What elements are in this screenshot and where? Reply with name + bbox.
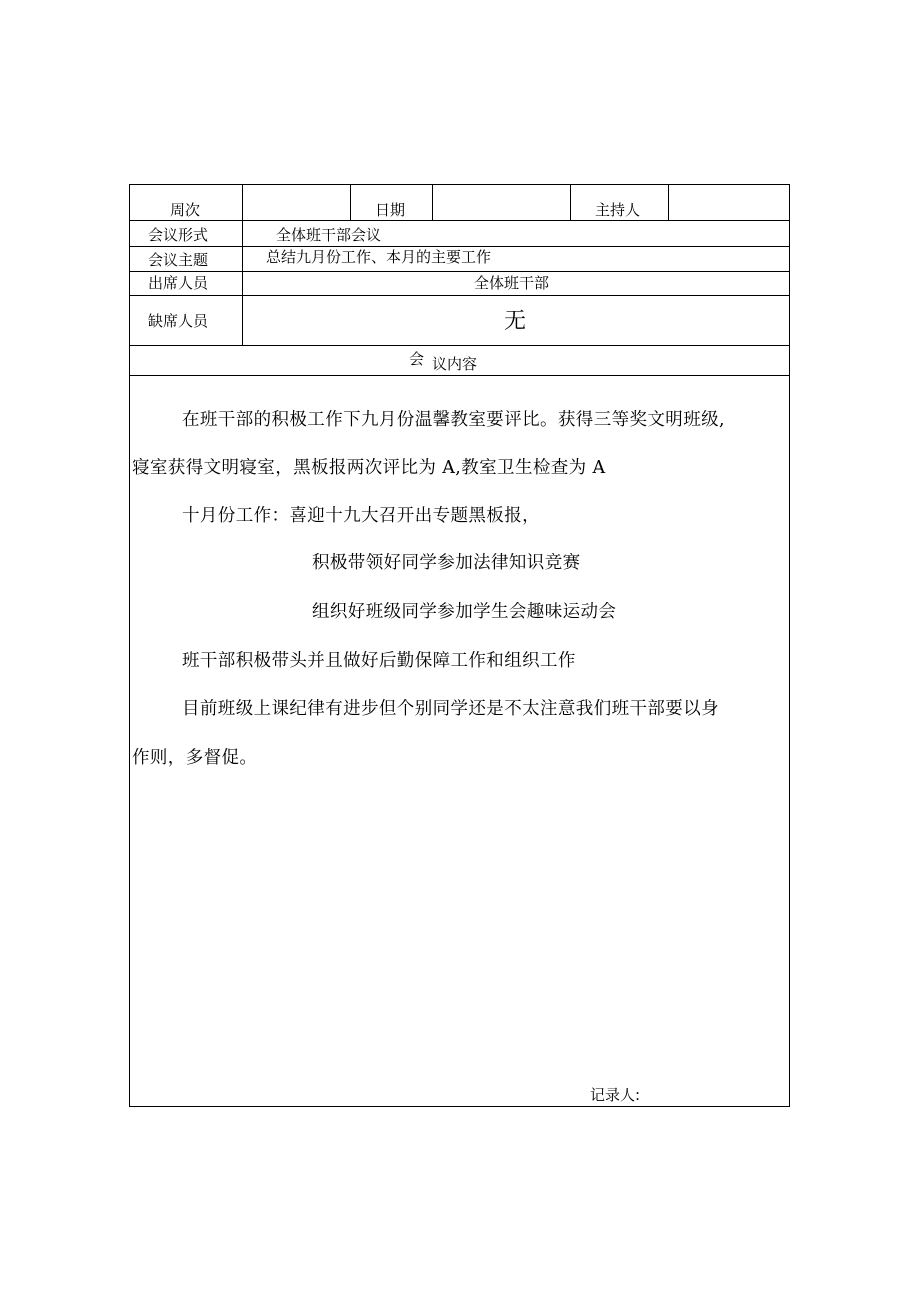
attendees-label: 出席人员 [148,274,209,292]
meeting-record-table [129,184,790,1107]
row-divider [130,271,789,272]
column-divider [432,185,433,220]
row-divider [130,220,789,221]
paragraph-1-line-2: 寝室获得文明寝室，黑板报两次评比为 A,教室卫生检查为 A [132,458,606,478]
column-divider [668,185,669,220]
row-divider [130,295,789,296]
column-divider [242,185,243,345]
paragraph-6-line-1: 目前班级上课纪律有进步但个别同学还是不太注意我们班干部要以身 [182,699,719,719]
topic-value: 总结九月份工作、本月的主要工作 [266,248,492,266]
attendees-value: 全体班干部 [474,274,550,292]
paragraph-3: 积极带领好同学参加法律知识竞赛 [312,553,581,573]
row-divider [130,375,789,376]
paragraph-1-line-1: 在班干部的积极工作下九月份温馨教室要评比。获得三等奖文明班级, [182,410,725,430]
week-label: 周次 [170,201,201,219]
absentees-value: 无 [504,309,527,334]
paragraph-5: 班干部积极带头并且做好后勤保障工作和组织工作 [182,651,576,671]
row-divider [130,345,789,346]
form-label: 会议形式 [148,226,209,244]
date-label: 日期 [375,201,406,219]
column-divider [350,185,351,220]
column-divider [570,185,571,220]
form-value: 全体班干部会议 [276,226,382,244]
host-label: 主持人 [595,201,641,219]
paragraph-4: 组织好班级同学参加学生会趣味运动会 [312,602,617,622]
recorder-label: 记录人: [590,1086,641,1104]
paragraph-6-line-2: 作则，多督促。 [132,748,258,768]
topic-label: 会议主题 [148,251,209,269]
paragraph-2: 十月份工作：喜迎十九大召开出专题黑板报， [182,506,540,526]
content-title-part2: 议内容 [432,355,478,373]
absentees-label: 缺席人员 [148,312,209,330]
content-title-part1: 会 [409,350,425,368]
row-divider [130,246,789,247]
